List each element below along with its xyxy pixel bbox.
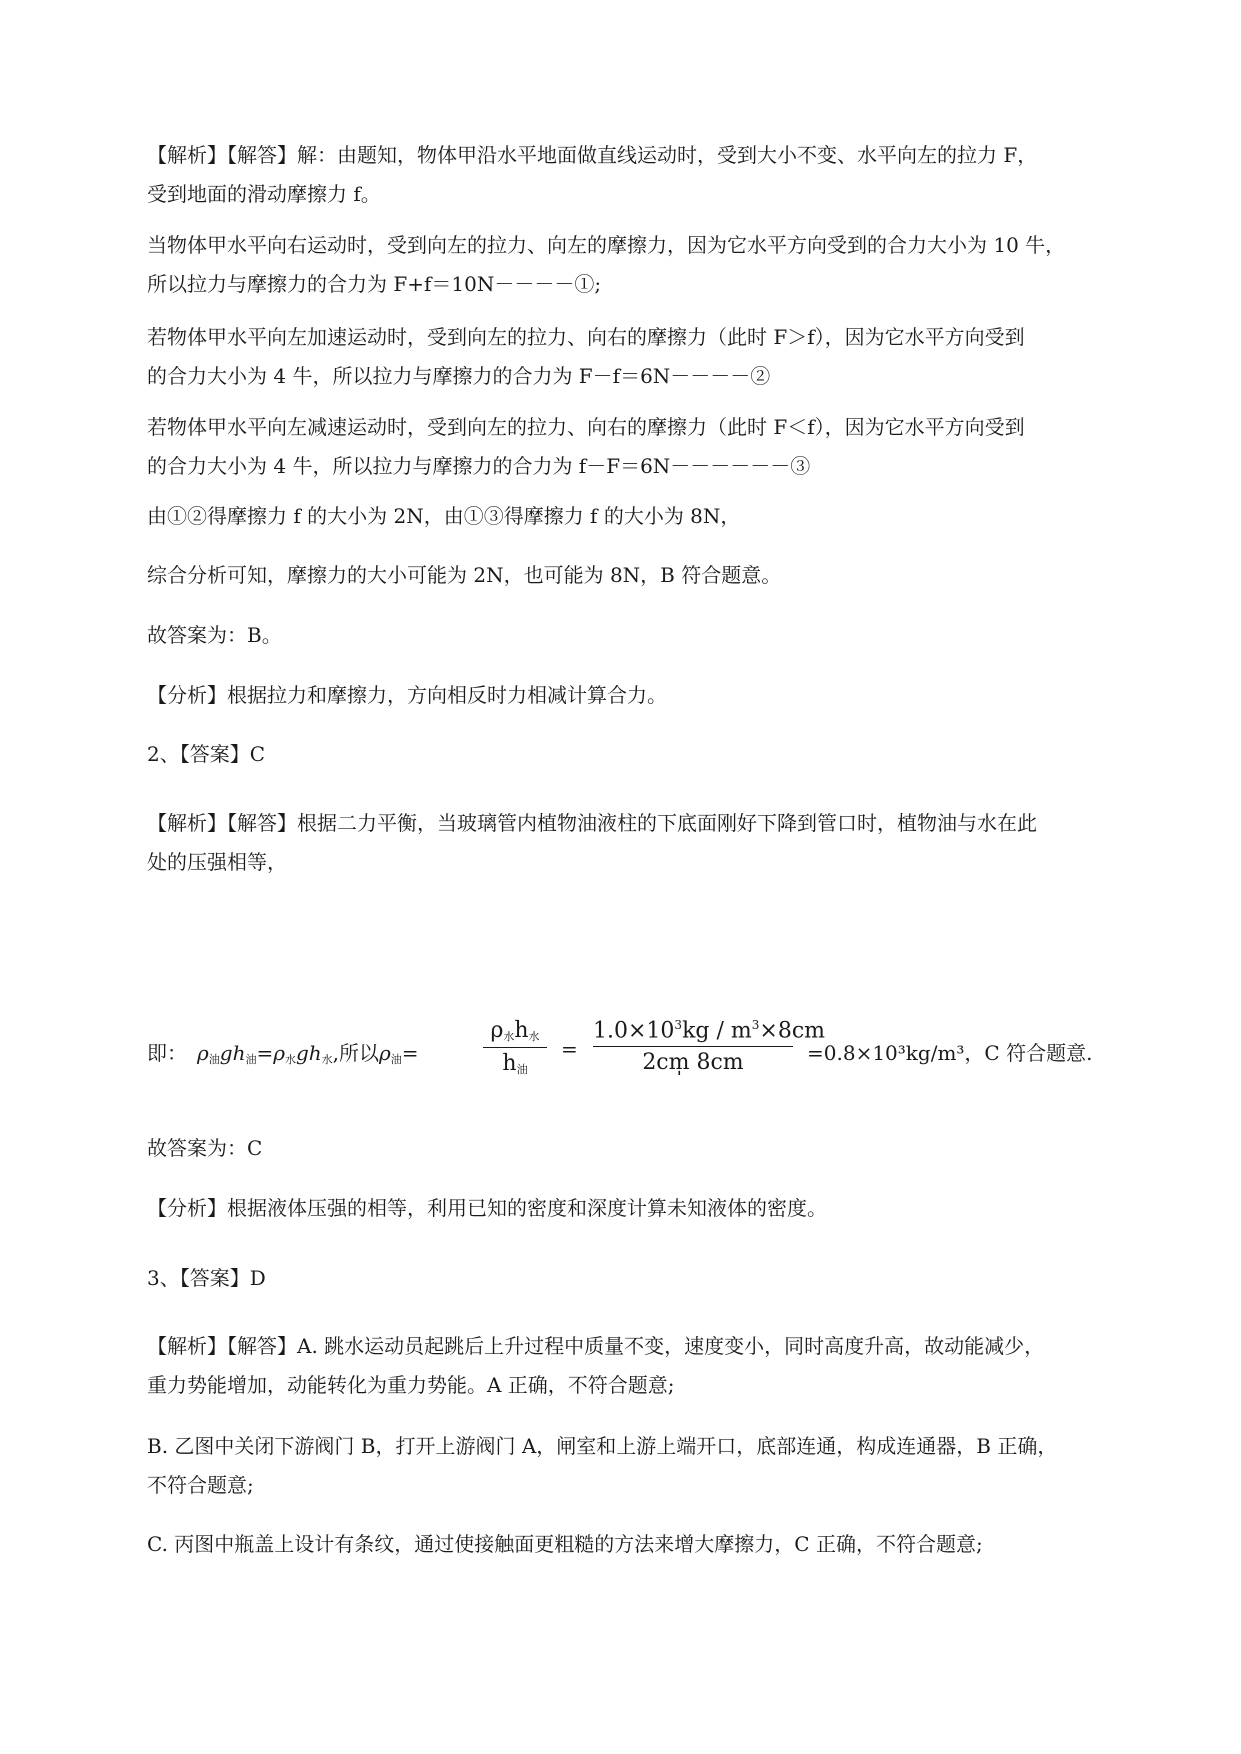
text-line: 重力势能增加，动能转化为重力势能。A 正确，不符合题意; — [147, 1373, 675, 1397]
question-2-answer — [147, 735, 1177, 774]
paragraph-left-decelerate — [147, 408, 1177, 486]
fraction-symbolic: $\rho_水h_水$ $h_油$ — [483, 1018, 547, 1077]
paragraph-answer-1 — [147, 616, 1177, 655]
fraction-numeric: $1.0\times 10^3kg / m^3\times 8cm$ 2cm̩ 8cm — [593, 1018, 826, 1076]
text-line: 故答案为：B。 — [147, 623, 282, 647]
text-line: C. 丙图中瓶盖上设计有条纹，通过使接触面更粗糙的方法来增大摩擦力，C 正确，不符合题意; — [147, 1532, 983, 1556]
text-line: 若物体甲水平向左加速运动时，受到向左的拉力、向右的摩擦力（此时 F＞f），因为它水平方向受到 — [147, 325, 1025, 349]
density-formula — [147, 1010, 1177, 1090]
text-line: 处的压强相等， — [147, 850, 287, 874]
paragraph-friction-values — [147, 497, 1177, 536]
text-line: 的合力大小为 4 牛，所以拉力与摩擦力的合力为 F－f＝6N－－－－② — [147, 364, 771, 388]
text-line: 3、【答案】D — [147, 1266, 266, 1290]
text-line: 受到地面的滑动摩擦力 f。 — [147, 182, 381, 206]
paragraph-solution-1 — [147, 136, 1177, 214]
paragraph-answer-2 — [147, 1129, 1177, 1168]
text-line: 当物体甲水平向右运动时，受到向左的拉力、向左的摩擦力，因为它水平方向受到的合力大小为 10 牛， — [147, 233, 1066, 257]
formula-equals: = — [561, 1037, 578, 1061]
paragraph-solution-3a — [147, 1327, 1177, 1405]
text-line: 的合力大小为 4 牛，所以拉力与摩擦力的合力为 f－F＝6N－－－－－－③ — [147, 454, 811, 478]
paragraph-left-accelerate — [147, 318, 1177, 396]
paragraph-conclusion — [147, 556, 1177, 595]
text-line: 由①②得摩擦力 f 的大小为 2N，由①③得摩擦力 f 的大小为 8N， — [147, 504, 741, 528]
formula-equality: $\rho_油gh_油=\rho_水gh_水$,所以$\rho_油=$ — [197, 1041, 419, 1066]
paragraph-analysis-1 — [147, 676, 1177, 715]
text-line: 【解析】【解答】解：由题知，物体甲沿水平地面做直线运动时，受到大小不变、水平向左的拉力 F， — [147, 143, 1038, 167]
text-line: 【解析】【解答】A. 跳水运动员起跳后上升过程中质量不变，速度变小，同时高度升高，故动能减少， — [147, 1334, 1045, 1358]
text-line: 【分析】根据拉力和摩擦力，方向相反时力相减计算合力。 — [147, 683, 667, 707]
text-line: 【分析】根据液体压强的相等，利用已知的密度和深度计算未知液体的密度。 — [147, 1196, 827, 1220]
formula-result: =0.8×10³kg/m³，C 符合题意. — [807, 1041, 1093, 1065]
paragraph-solution-3b — [147, 1427, 1177, 1505]
text-line: 若物体甲水平向左减速运动时，受到向左的拉力、向右的摩擦力（此时 F＜f），因为它水平方向受到 — [147, 415, 1025, 439]
formula-prefix: 即： — [147, 1041, 187, 1065]
text-line: 不符合题意; — [147, 1473, 254, 1497]
paragraph-analysis-2 — [147, 1189, 1177, 1228]
question-3-answer — [147, 1259, 1177, 1298]
text-line: 【解析】【解答】根据二力平衡，当玻璃管内植物油液柱的下底面刚好下降到管口时，植物油与水在此 — [147, 811, 1037, 835]
paragraph-right-motion — [147, 226, 1177, 304]
text-line: 综合分析可知，摩擦力的大小可能为 2N，也可能为 8N，B 符合题意。 — [147, 563, 782, 587]
text-line: B. 乙图中关闭下游阀门 B，打开上游阀门 A，闸室和上游上端开口，底部连通，构成连通器，B 正确， — [147, 1434, 1058, 1458]
paragraph-solution-3c — [147, 1525, 1177, 1564]
text-line: 2、【答案】C — [147, 742, 266, 766]
text-line: 所以拉力与摩擦力的合力为 F+f＝10N－－－－①; — [147, 272, 602, 296]
text-line: 故答案为：C — [147, 1136, 263, 1160]
paragraph-solution-2 — [147, 804, 1177, 882]
